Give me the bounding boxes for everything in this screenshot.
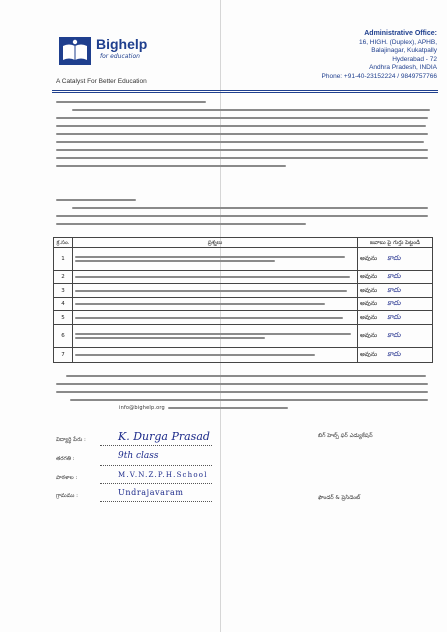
answer-yes: అవును [360, 351, 378, 358]
answer-mark: కాదు [387, 331, 401, 339]
answer-mark: కాదు [387, 254, 401, 262]
school-label: పాఠశాల : [56, 475, 78, 481]
row-number: 2 [54, 271, 73, 284]
answer-mark: కాదు [387, 312, 401, 321]
office-line: Hyderabad - 72 [392, 55, 437, 63]
office-line: Balajinagar, Kukatpally [371, 47, 437, 54]
book-logo-icon [58, 36, 92, 66]
answer-cell [358, 325, 433, 348]
row-number: 6 [54, 325, 73, 348]
question-text [73, 311, 358, 325]
table-row [54, 284, 433, 298]
tagline: A Catalyst For Better Education [56, 78, 147, 85]
col-question-header: ప్రశ్నలు [73, 238, 358, 248]
village-label: గ్రామము : [56, 493, 79, 499]
table-row [54, 248, 433, 271]
table-row [54, 348, 433, 363]
office-line: Andhra Pradesh, INDIA [369, 64, 437, 71]
table-header-row [54, 238, 433, 248]
question-text [73, 284, 358, 298]
table-row [54, 311, 433, 325]
answer-cell [358, 284, 433, 298]
answer-yes: అవును [360, 332, 378, 339]
class-value: 9th class [118, 451, 159, 461]
school-value: M.V.N.Z.P.H.School [118, 471, 208, 479]
answer-cell [358, 248, 433, 271]
answer-mark: కాదు [387, 272, 401, 280]
name-underline [100, 445, 212, 446]
answer-cell [358, 298, 433, 311]
answer-yes: అవును [360, 286, 378, 294]
col-answer-header: జవాబు పై గుర్తు పెట్టండి [358, 238, 433, 248]
table-row [54, 325, 433, 348]
question-text [73, 298, 358, 311]
table-row [54, 298, 433, 311]
brand-name: Bighelp [96, 36, 148, 52]
answer-yes: అవును [360, 300, 378, 307]
body-paragraph-1 [56, 98, 430, 170]
row-number: 7 [54, 348, 73, 363]
answer-cell [358, 271, 433, 284]
questionnaire-table [53, 237, 433, 363]
question-text [73, 271, 358, 284]
answer-yes: అవును [360, 255, 378, 262]
student-name-value: K. Durga Prasad [118, 430, 210, 443]
header-rule-thin [52, 92, 438, 93]
question-text [73, 248, 358, 271]
village-underline [100, 501, 212, 502]
village-value: Undrajavaram [118, 488, 184, 497]
col-number-header: క్ర.సం. [54, 238, 73, 248]
student-name-label: విద్యార్థి పేరు : [56, 437, 86, 443]
answer-yes: అవును [360, 313, 378, 321]
row-number: 5 [54, 311, 73, 325]
office-address [277, 30, 437, 81]
class-underline [100, 465, 212, 466]
header-rule [52, 90, 438, 91]
answer-mark: కాదు [387, 285, 401, 294]
office-line: 16, HIGH. (Duplex), APHB, [358, 38, 437, 46]
class-label: తరగతి : [56, 456, 75, 462]
office-phone: Phone: +91-40-23152224 / 9849757766 [321, 72, 437, 80]
office-title: Administrative Office: [364, 30, 437, 37]
body-paragraph-3 [56, 372, 430, 412]
org-signature-line: బిగ్ హెల్ప్ ఫర్ ఎడ్యుకేషన్ [318, 433, 373, 439]
founder-title: ఫౌండర్ & ప్రెసిడెంట్ [318, 495, 361, 501]
answer-mark: కాదు [387, 350, 401, 358]
answer-cell [358, 311, 433, 325]
brand-subtitle: for education [100, 53, 140, 60]
question-text [73, 325, 358, 348]
table-row [54, 271, 433, 284]
school-underline [100, 483, 212, 484]
row-number: 3 [54, 284, 73, 298]
answer-cell [358, 348, 433, 363]
answer-mark: కాదు [387, 299, 401, 307]
question-text [73, 348, 358, 363]
row-number: 1 [54, 248, 73, 271]
answer-yes: అవును [360, 273, 378, 280]
row-number: 4 [54, 298, 73, 311]
email-text: info@bighelp.org [119, 405, 165, 411]
body-paragraph-2 [56, 196, 430, 228]
